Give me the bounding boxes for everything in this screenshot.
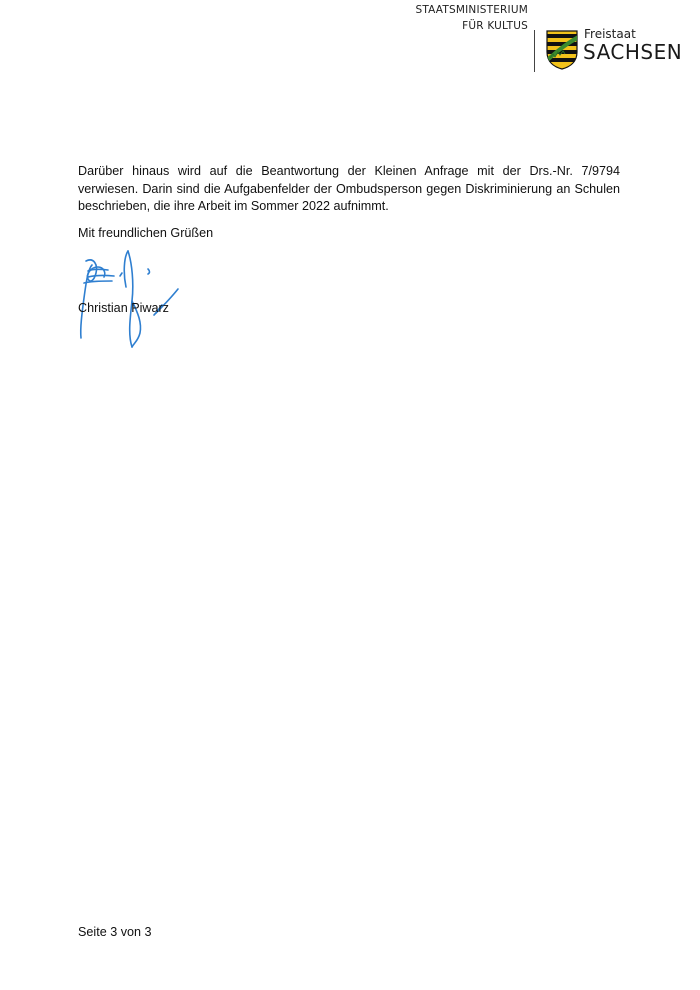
ministry-name [348, 2, 528, 34]
state-label-large: SACHSEN [583, 40, 683, 64]
ministry-line-2: FÜR KULTUS [462, 20, 528, 32]
ministry-line-1: STAATSMINISTERIUM [415, 4, 528, 16]
body-paragraph: Darüber hinaus wird auf die Beantwortung der Kleinen Anfrage mit der Drs.-Nr. 7/9794 verwiesen. Darin sind die Aufgabenfelder der Ombudsperson gegen Diskriminierung an Schulen beschrieben, die ihre Arbeit im Sommer 2022 aufnimmt. [78, 164, 620, 213]
page-number: Seite 3 von 3 [78, 925, 152, 939]
signature-image [70, 243, 190, 353]
closing-salutation: Mit freundlichen Grüßen [78, 226, 214, 240]
header-divider [534, 30, 535, 72]
saxony-coat-of-arms-icon [546, 30, 578, 70]
signer-name: Christian Piwarz [78, 301, 169, 315]
state-label-small: Freistaat [584, 27, 636, 41]
